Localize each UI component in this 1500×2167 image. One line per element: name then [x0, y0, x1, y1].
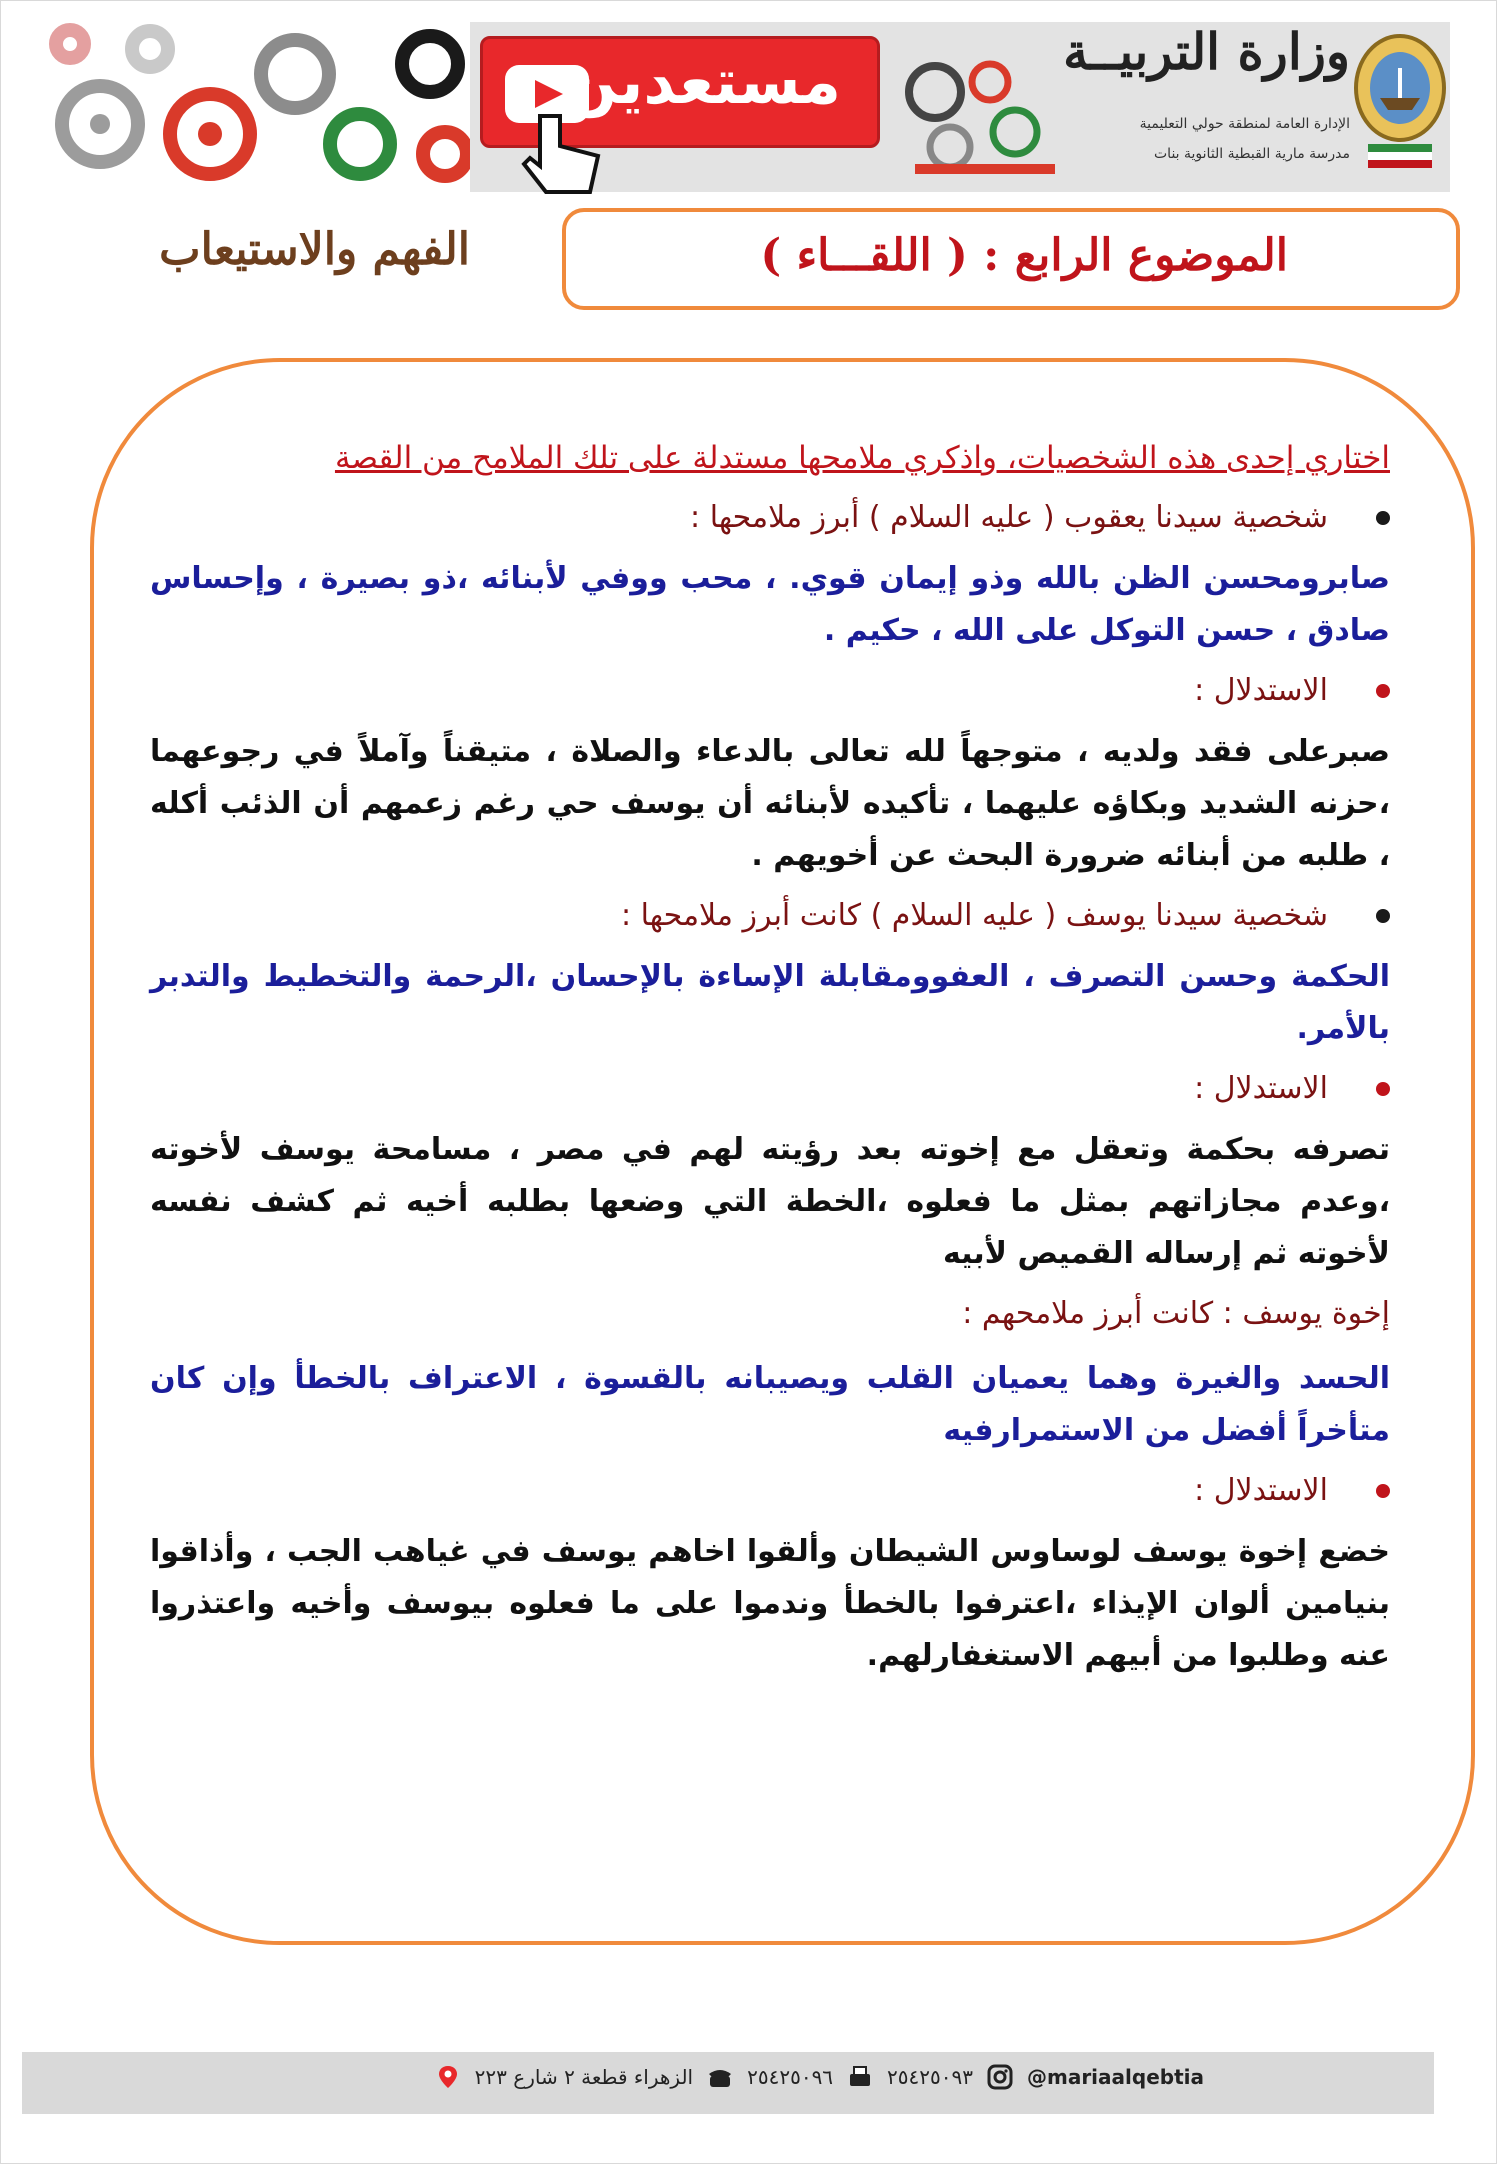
kuwait-emblem-icon	[1350, 28, 1450, 178]
bullet-yaqub-evidence	[150, 673, 1390, 708]
content-body	[150, 440, 1390, 1698]
hand-cursor-icon	[520, 106, 630, 196]
yusuf-heading: شخصية سيدنا يوسف ( عليه السلام ) كانت أبرز ملامحها :	[620, 898, 1328, 933]
footer-address: الزهراء قطعة ٢ شارع ٢٢٣	[474, 2065, 694, 2089]
evidence-label: الاستدلال :	[1194, 1473, 1328, 1508]
evidence-label: الاستدلال :	[1194, 1071, 1328, 1106]
brothers-heading: إخوة يوسف : كانت أبرز ملامحهم :	[962, 1296, 1390, 1331]
school-name: مدرسة مارية القبطية الثانوية بنات	[1154, 146, 1350, 162]
school-logo-icon	[895, 52, 1065, 182]
yaqub-heading: شخصية سيدنا يعقوب ( عليه السلام ) أبرز ملامحها :	[690, 500, 1328, 535]
footer-instagram-handle[interactable]: @mariaalqebtia	[1026, 2065, 1204, 2089]
bullet-yusuf-evidence	[150, 1071, 1390, 1106]
evidence-label: الاستدلال :	[1194, 673, 1328, 708]
footer-phone: ٢٥٤٢٥٠٩٦	[747, 2065, 834, 2089]
gears-decoration-icon	[40, 14, 470, 192]
bullet-icon	[1376, 1484, 1390, 1498]
yaqub-evidence: صبرعلى فقد ولديه ، متوجهاً لله تعالى بالدعاء والصلاة ، متيقناً وآملاً في رجوعهما ،حزنه الشديد وبكاؤه عليهما ، تأكيده لأبنائه أن يوسف حي رغم زعمهم أن الذئب أكله ، طلبه من أبنائه ضرورة البحث عن أخويهم .	[150, 734, 1390, 873]
topic-title: الموضوع الرابع : ( اللقـــاء )	[760, 230, 1288, 281]
location-pin-icon	[435, 2064, 461, 2090]
yaqub-traits: صابرومحسن الظن بالله وذو إيمان قوي. ، محب ووفي لأبنائه ،ذو بصيرة ، وإحساس صادق ، حسن التوكل على الله ، حكيم .	[150, 561, 1390, 648]
instagram-icon	[987, 2064, 1013, 2090]
subscribe-label: مستعدين	[564, 45, 841, 118]
bullet-brothers-evidence	[150, 1473, 1390, 1508]
bullet-yusuf-heading	[150, 898, 1390, 933]
ministry-subtitle: الإدارة العامة لمنطقة حولي التعليمية	[1139, 116, 1350, 132]
bullet-icon	[1376, 1082, 1390, 1096]
instruction-heading: اختاري إحدى هذه الشخصيات، واذكري ملامحها مستدلة على تلك الملامح من القصة	[334, 440, 1390, 476]
subject-title: الفهم والاستيعاب	[159, 224, 470, 275]
brothers-evidence: خضع إخوة يوسف لوساوس الشيطان وألقوا اخاهم يوسف في غياهب الجب ، وأذاقوا بنيامين ألوان الإيذاء ،اعترفوا بالخطأ وندموا على ما فعلوه بيوسف وأخيه واعتذروا عنه وطلبوا من أبيهم الاستغفارلهم.	[150, 1534, 1390, 1673]
bullet-icon	[1376, 909, 1390, 923]
topic-box	[562, 208, 1460, 310]
bullet-yaqub-heading	[150, 500, 1390, 535]
footer-contacts	[435, 2064, 1204, 2090]
bullet-icon	[1376, 684, 1390, 698]
fax-icon	[847, 2064, 873, 2090]
header-banner	[40, 14, 1450, 192]
yusuf-evidence: تصرفه بحكمة وتعقل مع إخوته بعد رؤيته لهم في مصر ، مسامحة يوسف لأخوته ،وعدم مجازاتهم بمثل ما فعلوه ،الخطة التي وضعها بطلبه أخيه ثم كشف نفسه لأخوته ثم إرساله القميص لأبيه	[150, 1132, 1390, 1271]
brothers-traits: الحسد والغيرة وهما يعميان القلب ويصيبانه بالقسوة ، الاعتراف بالخطأ وإن كان متأخراً أفضل من الاستمرارفيه	[150, 1361, 1390, 1448]
bullet-icon	[1376, 511, 1390, 525]
telephone-icon	[707, 2064, 733, 2090]
footer-fax: ٢٥٤٢٥٠٩٣	[887, 2065, 973, 2089]
footer-bar	[22, 2052, 1434, 2114]
ministry-title: وزارة التربيــة	[1063, 22, 1350, 81]
yusuf-traits: الحكمة وحسن التصرف ، العفوومقابلة الإساءة بالإحسان ،الرحمة والتخطيط والتدبر بالأمر.	[150, 959, 1390, 1046]
